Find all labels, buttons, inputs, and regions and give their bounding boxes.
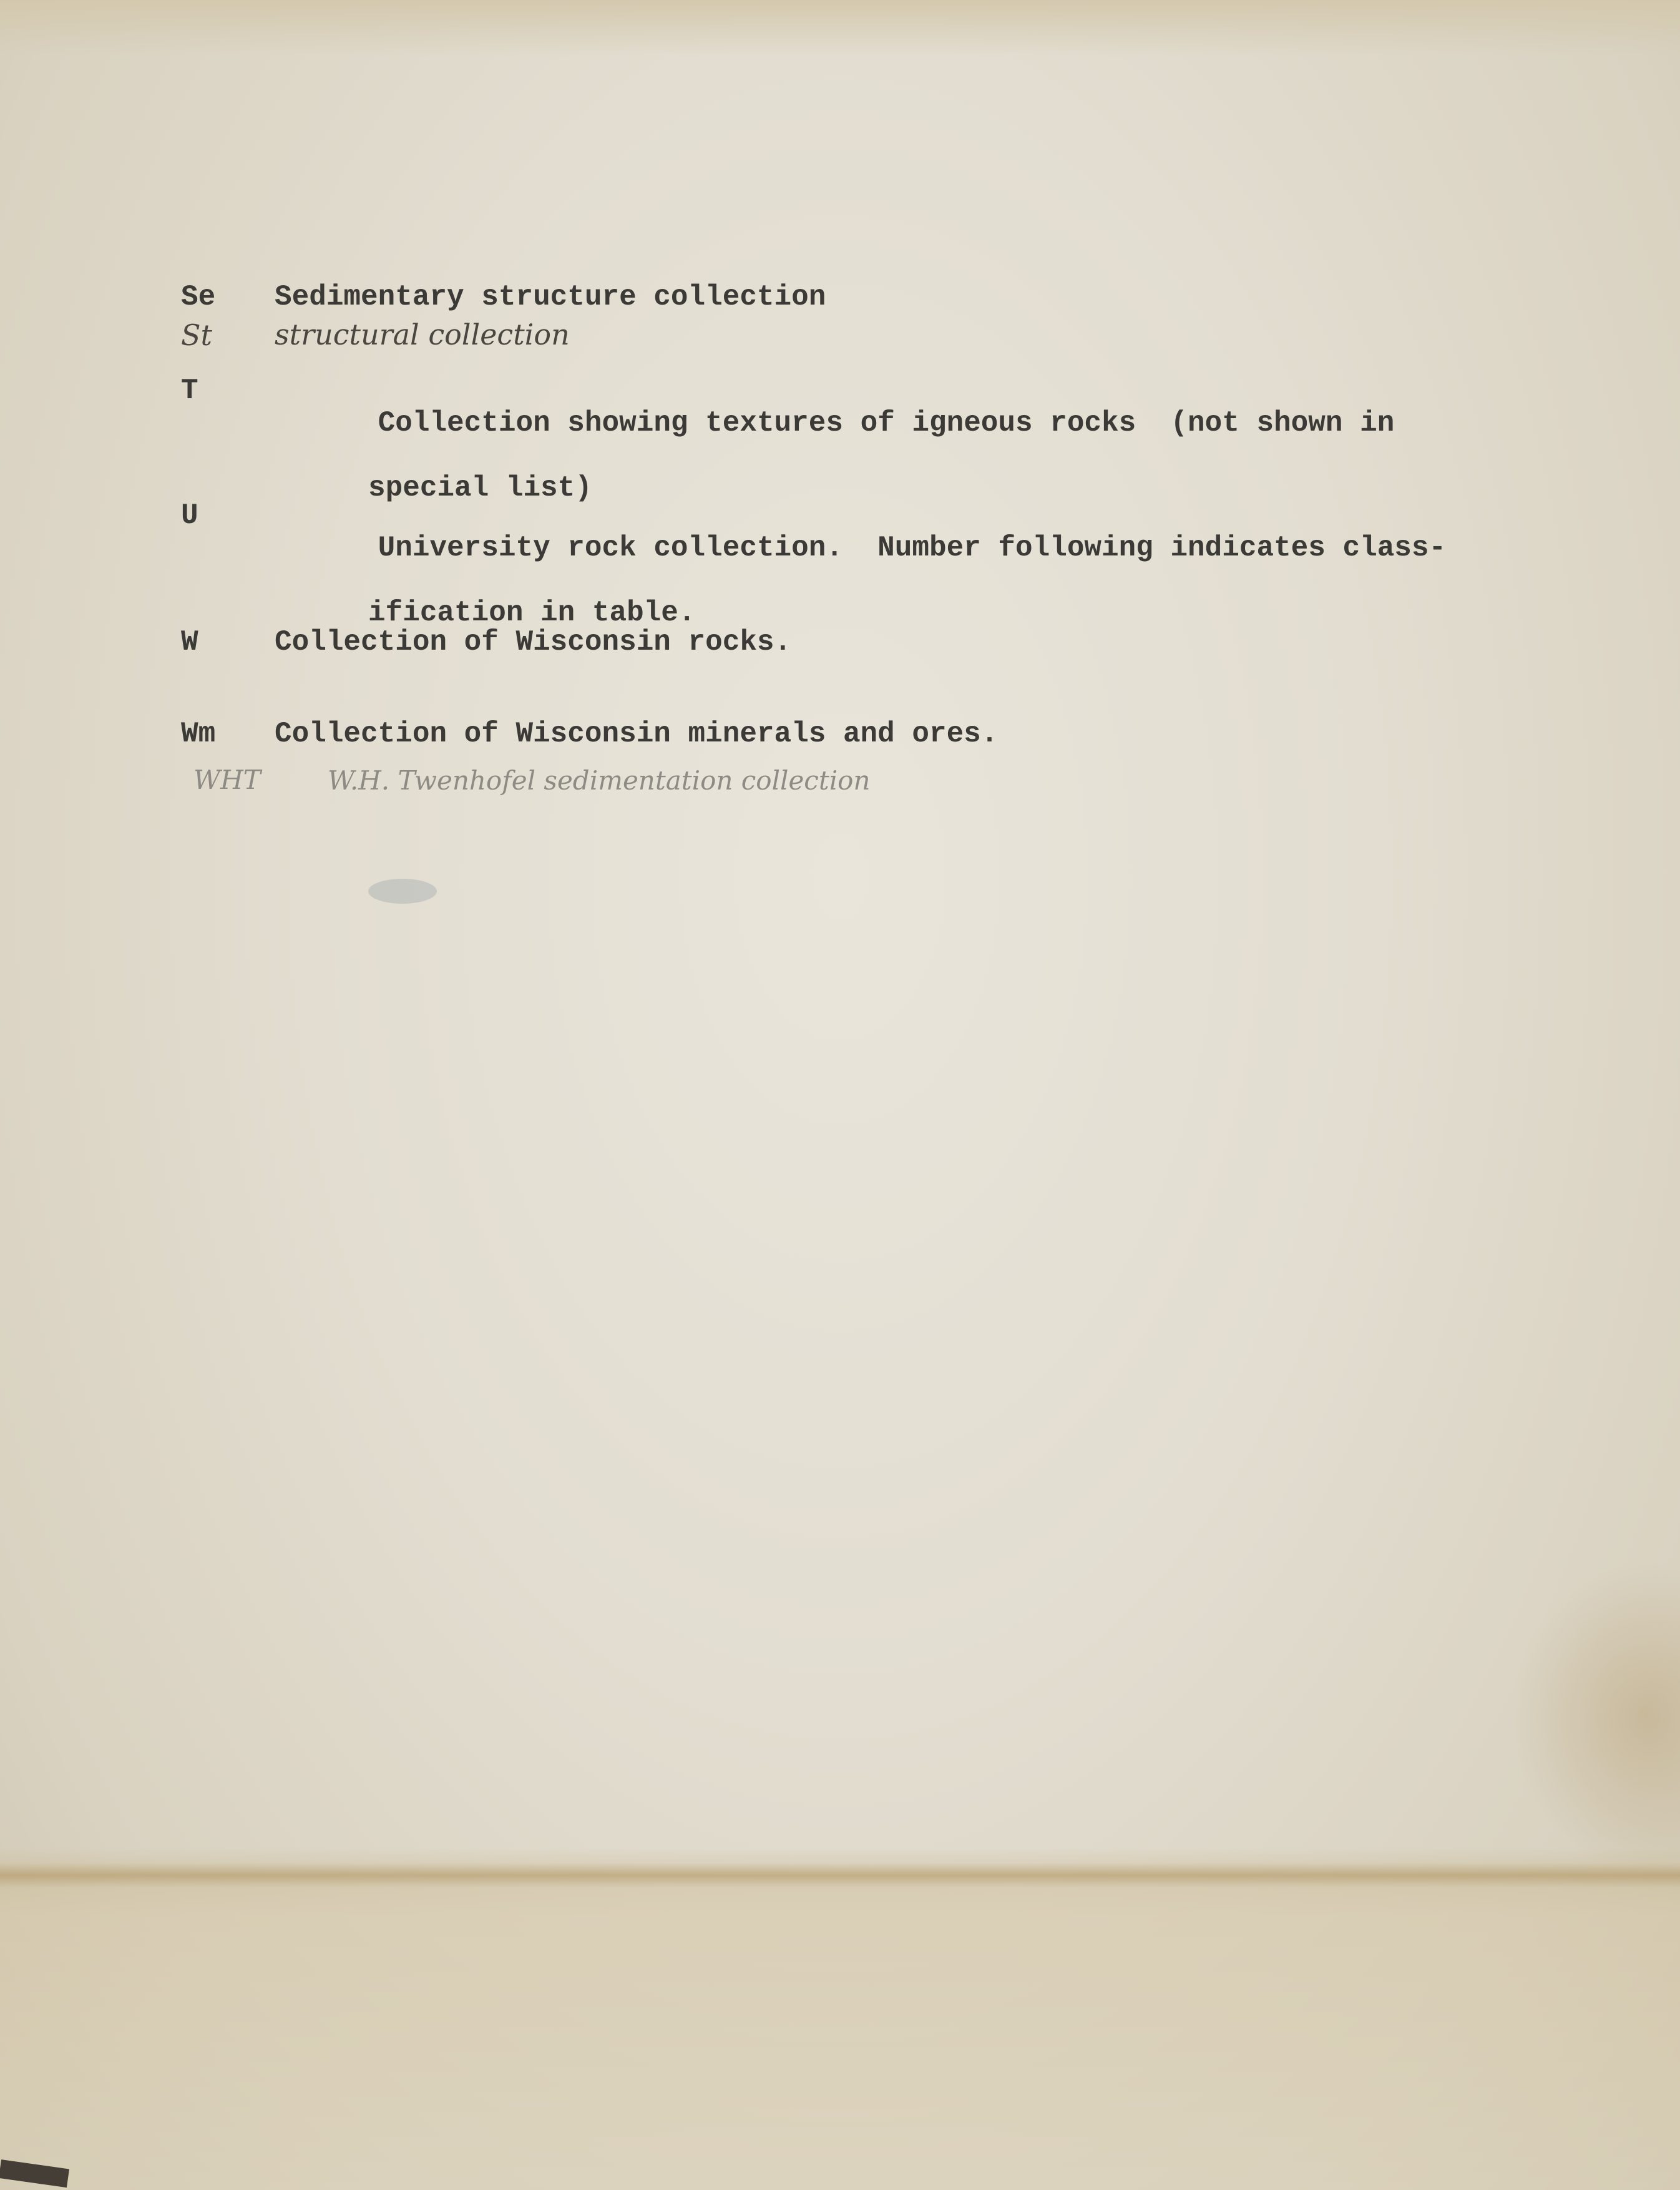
ink-smudge xyxy=(368,879,437,904)
entry-description: Collection of Wisconsin minerals and ores. xyxy=(275,718,999,750)
entry-code: Se xyxy=(181,281,216,313)
entry-code: W xyxy=(181,626,198,658)
entry-line-1: Collection showing textures of igneous rocks (not shown in xyxy=(378,407,1395,439)
entry-description: Collection of Wisconsin rocks. xyxy=(275,626,792,658)
entry-description-handwritten: structural collection xyxy=(275,318,570,351)
entry-line-2: ification in table. xyxy=(368,597,696,629)
entry-line-1: University rock collection. Number following indicates class- xyxy=(378,532,1447,564)
entry-code: Wm xyxy=(181,718,216,750)
entry-description: Sedimentary structure collection xyxy=(275,281,826,313)
entry-code: St xyxy=(181,318,212,352)
entry-description xyxy=(275,499,1446,694)
entry-code-pencil: WHT xyxy=(193,765,261,795)
entry-code: U xyxy=(181,499,198,532)
water-stain-right xyxy=(1510,1560,1680,1872)
entry-code: T xyxy=(181,374,198,407)
water-stain-bottom xyxy=(0,1847,1680,2190)
paper-top-edge xyxy=(0,0,1680,56)
water-stain-line xyxy=(0,1863,1680,1888)
entry-line-2: special list) xyxy=(368,472,592,504)
entry-description-pencil: W.H. Twenhofel sedimentation collection xyxy=(328,765,871,796)
